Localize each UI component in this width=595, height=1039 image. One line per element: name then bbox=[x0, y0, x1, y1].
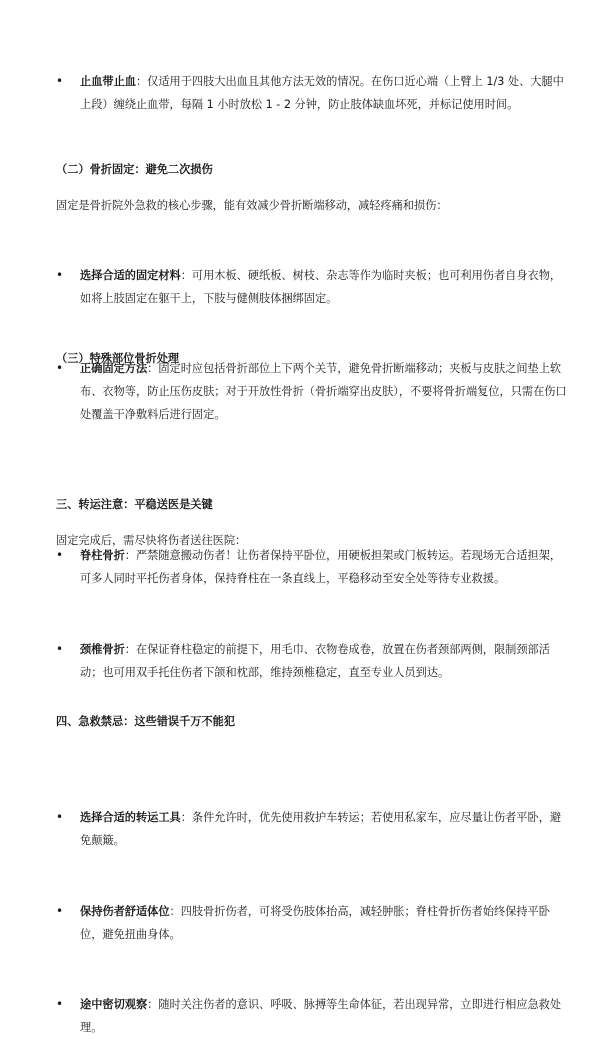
item-text: ：严禁随意搬动伤者！让伤者保持平卧位，用硬板担架或门板转运。若现场无合适担架，可多人同时平托伤者身体，保持脊柱在一条直线上，平稳移动至安全处等待专业救援。 bbox=[80, 549, 562, 585]
bullet-icon: • bbox=[56, 268, 64, 282]
bullet-icon: • bbox=[56, 548, 64, 562]
section-heading-special: （三）特殊部位骨折处理 bbox=[56, 352, 180, 365]
item-text: ：随时关注伤者的意识、呼吸、脉搏等生命体征，若出现异常，立即进行相应急救处理。 bbox=[80, 998, 562, 1034]
list-item-observe bbox=[56, 993, 568, 1039]
item-text: ：在保证脊柱稳定的前提下，用毛巾、衣物卷成卷，放置在伤者颈部两侧，限制颈部活动；也可用双手托住伤者下颌和枕部，维持颈椎稳定，直至专业人员到达。 bbox=[80, 643, 550, 679]
item-title: 途中密切观察 bbox=[80, 998, 148, 1011]
list-item-tourniquet bbox=[56, 70, 568, 116]
item-title: 脊柱骨折 bbox=[80, 549, 125, 562]
paragraph-transport-intro: 固定完成后，需尽快将伤者送往医院： bbox=[56, 534, 247, 547]
section-heading-fixation: （二）骨折固定：避免二次损伤 bbox=[56, 163, 213, 176]
bullet-icon: • bbox=[56, 642, 64, 656]
bullet-icon: • bbox=[56, 997, 64, 1011]
list-item-vehicle bbox=[56, 806, 568, 852]
paragraph-fixation-intro: 固定是骨折院外急救的核心步骤，能有效减少骨折断端移动，减轻疼痛和损伤： bbox=[56, 199, 448, 212]
item-title: 选择合适的固定材料 bbox=[80, 269, 181, 282]
section-heading-transport: 三、转运注意：平稳送医是关键 bbox=[56, 498, 213, 511]
item-text: ：四肢骨折伤者，可将受伤肢体抬高，减轻肿胀；脊柱骨折伤者始终保持平卧位，避免扭曲身体。 bbox=[80, 905, 550, 941]
item-title: 保持伤者舒适体位 bbox=[80, 905, 170, 918]
item-text: ：固定时应包括骨折部位上下两个关节，避免骨折断端移动；夹板与皮肤之间垫上软布、衣物等，防止压伤皮肤；对于开放性骨折（骨折端穿出皮肤），不要将骨折端复位，只需在伤口处覆盖干净敷料后进行固定。 bbox=[80, 362, 567, 421]
bullet-icon: • bbox=[56, 810, 64, 824]
bullet-icon: • bbox=[56, 74, 64, 88]
item-title: 正确固定方法 bbox=[80, 362, 148, 375]
list-item-materials bbox=[56, 264, 568, 310]
list-item-posture bbox=[56, 900, 568, 946]
section-heading-taboos: 四、急救禁忌：这些错误千万不能犯 bbox=[56, 715, 236, 728]
bullet-icon: • bbox=[56, 904, 64, 918]
bullet-icon: • bbox=[56, 361, 64, 375]
item-title: 止血带止血 bbox=[80, 75, 136, 88]
item-title: 颈椎骨折 bbox=[80, 643, 125, 656]
item-text: ：仅适用于四肢大出血且其他方法无效的情况。在伤口近心端（上臂上 1/3 处、大腿中上段）缠绕止血带，每隔 1 小时放松 1 - 2 分钟，防止肢体缺血坏死，并标记使用时间。 bbox=[80, 75, 564, 111]
item-text: ：条件允许时，优先使用救护车转运；若使用私家车，应尽量让伤者平卧，避免颠簸。 bbox=[80, 811, 562, 847]
item-text: ：可用木板、硬纸板、树枝、杂志等作为临时夹板；也可利用伤者自身衣物，如将上肢固定在躯干上，下肢与健侧肢体捆绑固定。 bbox=[80, 269, 562, 305]
list-item-neck bbox=[56, 638, 568, 684]
item-title: 选择合适的转运工具 bbox=[80, 811, 181, 824]
